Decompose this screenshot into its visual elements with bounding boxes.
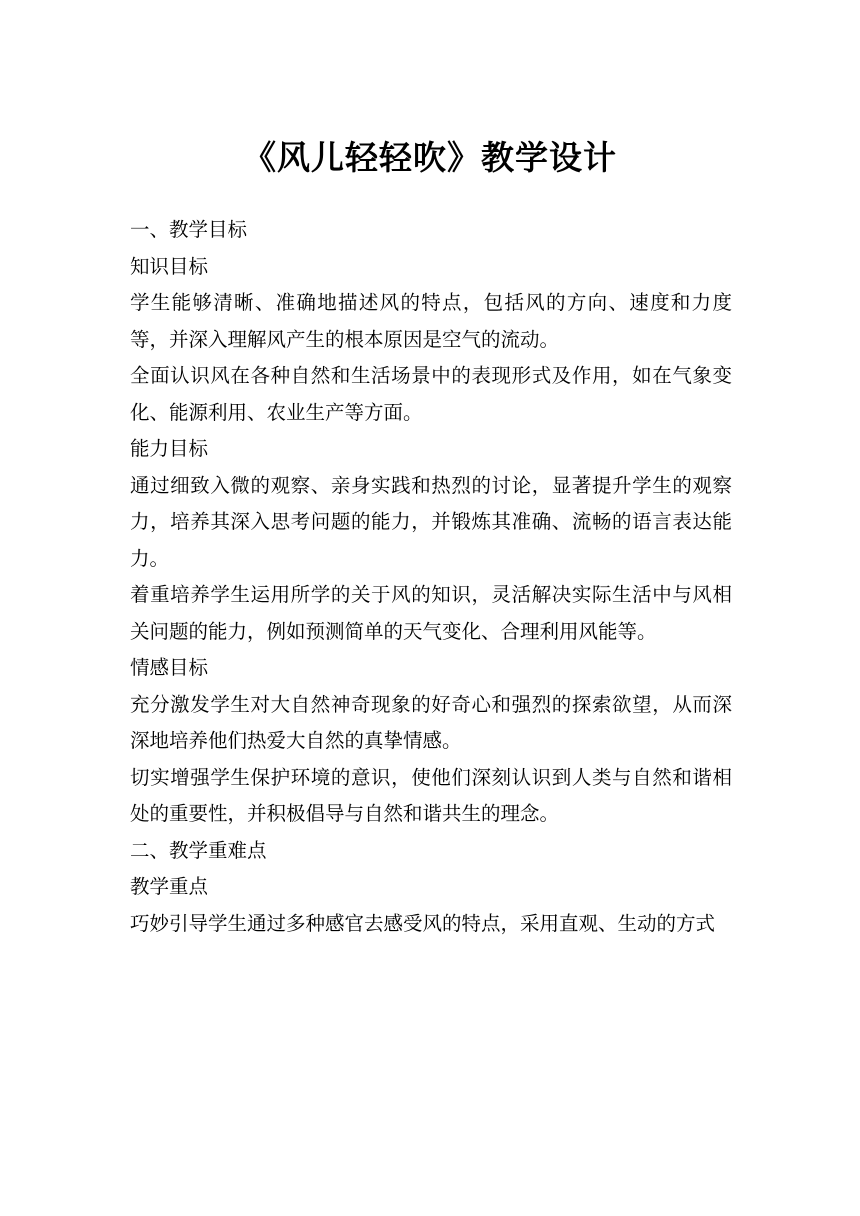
subheading-knowledge-goals: 知识目标 bbox=[130, 254, 209, 278]
subheading-emotion-goals: 情感目标 bbox=[130, 656, 209, 679]
section-heading-teaching-goals: 一、教学目标 bbox=[130, 218, 248, 241]
document-title: 《风儿轻轻吹》教学设计 bbox=[243, 138, 617, 177]
subheading-teaching-focus: 教学重点 bbox=[130, 875, 209, 898]
body-paragraph: 着重培养学生运用所学的关于风的知识，灵活解决实际生活中与风相关问题的能力，例如预测简单的天气变化、合理利用风能等。 bbox=[130, 583, 732, 643]
body-paragraph: 全面认识风在各种自然和生活场景中的表现形式及作用，如在气象变化、能源利用、农业生产等方面。 bbox=[130, 364, 732, 424]
body-paragraph: 通过细致入微的观察、亲身实践和热烈的讨论，显著提升学生的观察力，培养其深入思考问题的能力，并锻炼其准确、流畅的语言表达能力。 bbox=[130, 473, 732, 570]
body-paragraph: 学生能够清晰、准确地描述风的特点，包括风的方向、速度和力度等，并深入理解风产生的根本原因是空气的流动。 bbox=[130, 291, 732, 351]
body-paragraph: 巧妙引导学生通过多种感官去感受风的特点，采用直观、生动的方式 bbox=[130, 911, 716, 935]
body-paragraph: 切实增强学生保护环境的意识，使他们深刻认识到人类与自然和谐相处的重要性，并积极倡导与自然和谐共生的理念。 bbox=[130, 765, 732, 825]
body-paragraph: 充分激发学生对大自然神奇现象的好奇心和强烈的探索欲望，从而深深地培养他们热爱大自然的真挚情感。 bbox=[130, 692, 732, 752]
subheading-ability-goals: 能力目标 bbox=[130, 437, 209, 460]
document-body bbox=[130, 212, 732, 942]
section-heading-key-difficult-points: 二、教学重难点 bbox=[130, 838, 267, 862]
